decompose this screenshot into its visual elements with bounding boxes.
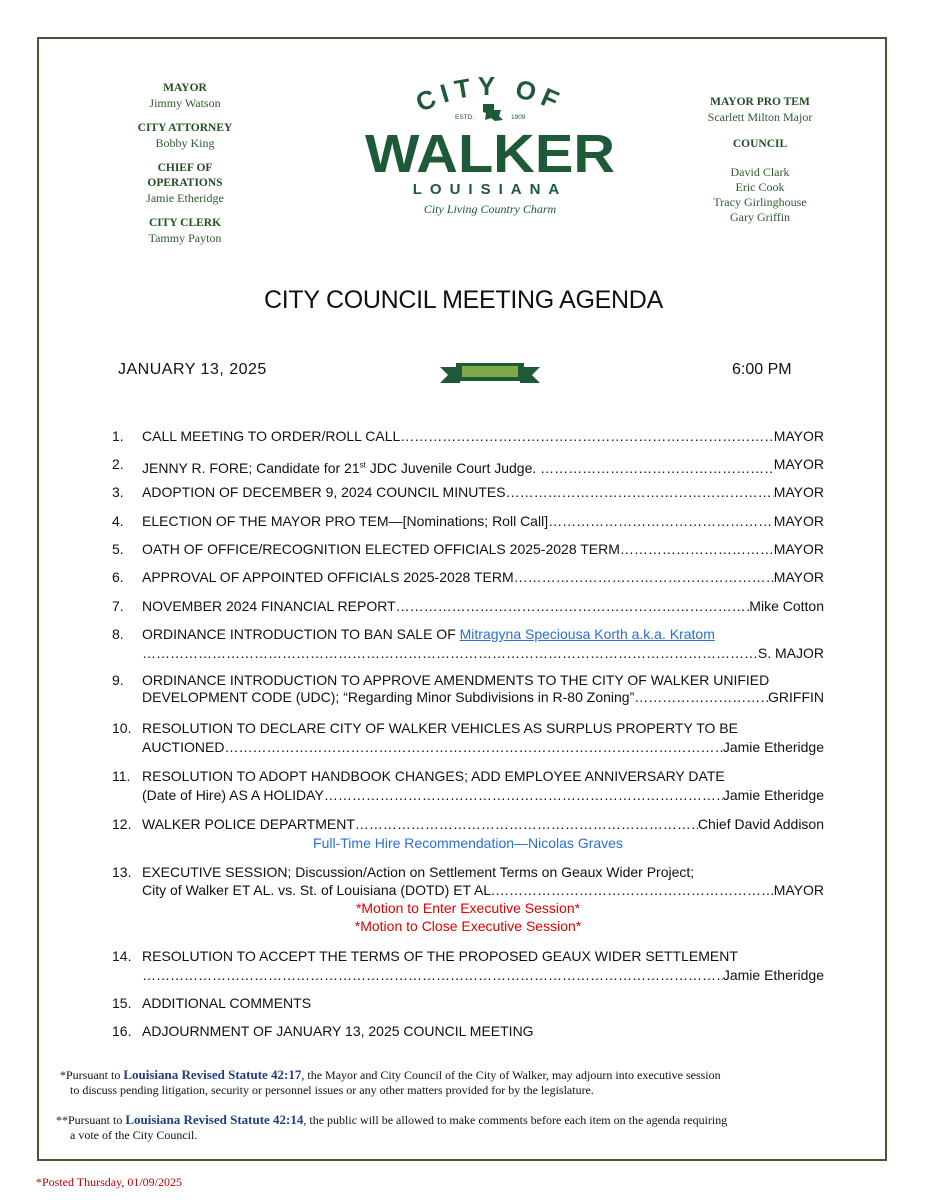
- item-text: CALL MEETING TO ORDER/ROLL CALL: [142, 428, 401, 444]
- council-member: Gary Griffin: [729, 210, 791, 224]
- item-number: 8.: [112, 626, 124, 642]
- council-member: Tracy Girlinghouse: [713, 195, 807, 209]
- item-text: NOVEMBER 2024 FINANCIAL REPORT: [142, 598, 396, 614]
- meeting-time: 6:00 PM: [732, 361, 792, 378]
- item-presenter: Jamie Etheridge: [722, 967, 824, 983]
- item-presenter: MAYOR: [773, 456, 824, 472]
- item-text: WALKER POLICE DEPARTMENT: [142, 816, 355, 832]
- mayor-name: Jimmy Watson: [149, 96, 221, 110]
- item-presenter: Jamie Etheridge: [722, 787, 824, 803]
- mayor-pro-tem-role: MAYOR PRO TEM: [710, 96, 810, 108]
- statute-42-14: Louisiana Revised Statute 42:14: [125, 1112, 304, 1127]
- item-number: 2.: [112, 456, 124, 472]
- page-title: CITY COUNCIL MEETING AGENDA: [264, 286, 663, 314]
- footnote-public-comments: **Pursuant to Louisiana Revised Statute 42:14, the public will be allowed to make comments before each item on the agenda requiring a vote of the City Council.: [56, 1112, 728, 1142]
- item-text: EXECUTIVE SESSION; Discussion/Action on Settlement Terms on Geaux Wider Project;: [142, 864, 695, 880]
- item-presenter: MAYOR: [773, 428, 824, 444]
- item-number: 14.: [112, 948, 132, 964]
- logo-louisiana: LOUISIANA: [412, 181, 568, 198]
- item-text-line2: AUCTIONED: [142, 739, 225, 755]
- item-number: 9.: [112, 672, 124, 688]
- item-text: ADOPTION OF DECEMBER 9, 2024 COUNCIL MINUTES: [142, 484, 506, 500]
- meeting-date: JANUARY 13, 2025: [118, 361, 267, 378]
- mayor-role: MAYOR: [163, 82, 207, 94]
- item-number: 16.: [112, 1023, 132, 1039]
- item-number: 5.: [112, 541, 124, 557]
- item-number: 3.: [112, 484, 124, 500]
- item-number: 13.: [112, 864, 132, 880]
- item-presenter: Chief David Addison: [697, 816, 824, 832]
- city-of-walker-logo: [355, 70, 625, 220]
- item-presenter: Jamie Etheridge: [722, 739, 824, 755]
- item-text: ELECTION OF THE MAYOR PRO TEM—[Nominations; Roll Call]: [142, 513, 549, 529]
- item-text: OATH OF OFFICE/RECOGNITION ELECTED OFFICIALS 2025-2028 TERM: [142, 541, 620, 557]
- ribbon-banner-icon: [440, 361, 540, 387]
- city-clerk-role: CITY CLERK: [148, 217, 222, 229]
- item-text: RESOLUTION TO ACCEPT THE TERMS OF THE PROPOSED GEAUX WIDER SETTLEMENT: [142, 948, 738, 964]
- chief-operations-role-2: OPERATIONS: [147, 177, 223, 189]
- item-text-line2: City of Walker ET AL. vs. St. of Louisiana (DOTD) ET AL.: [142, 882, 495, 898]
- logo-estd: ESTD.: [455, 114, 475, 121]
- chief-operations-role-1: CHIEF OF: [157, 162, 213, 174]
- item-presenter: MAYOR: [773, 541, 824, 557]
- mayor-pro-tem-name: Scarlett Milton Major: [707, 110, 813, 124]
- council-member: David Clark: [730, 165, 790, 179]
- motion-close-session: *Motion to Close Executive Session*: [354, 918, 582, 934]
- item-presenter: GRIFFIN: [768, 689, 824, 705]
- kratom-link[interactable]: Mitragyna Speciousa Korth a.k.a. Kratom: [459, 626, 715, 642]
- item-text: ORDINANCE INTRODUCTION TO BAN SALE OF Mitragyna Speciousa Korth a.k.a. Kratom: [142, 626, 715, 642]
- item-text: ORDINANCE INTRODUCTION TO APPROVE AMENDMENTS TO THE CITY OF WALKER UNIFIED: [142, 672, 770, 688]
- item-number: 7.: [112, 598, 124, 614]
- item-text: APPROVAL OF APPOINTED OFFICIALS 2025-2028 TERM: [142, 569, 514, 585]
- logo-city-of: CITY OF: [411, 70, 569, 118]
- item-presenter: MAYOR: [773, 569, 824, 585]
- item-presenter: Mike Cotton: [749, 598, 824, 614]
- item-number: 10.: [112, 720, 132, 736]
- item-text: JENNY R. FORE; Candidate for 21st JDC Juvenile Court Judge.: [142, 459, 541, 476]
- officials-left: [115, 81, 255, 256]
- item-text: ADJOURNMENT OF JANUARY 13, 2025 COUNCIL MEETING: [142, 1023, 534, 1039]
- item-number: 1.: [112, 428, 124, 444]
- council-member: Eric Cook: [735, 180, 785, 194]
- item-presenter: MAYOR: [773, 484, 824, 500]
- item-number: 11.: [112, 768, 131, 784]
- posted-date: *Posted Thursday, 01/09/2025: [36, 1175, 182, 1189]
- louisiana-state-icon: [483, 104, 503, 121]
- chief-operations-name: Jamie Etheridge: [146, 191, 224, 205]
- item-text-line2: (Date of Hire) AS A HOLIDAY: [142, 787, 324, 803]
- logo-walker: WALKER: [365, 124, 615, 184]
- item-presenter: S. MAJOR: [757, 645, 824, 661]
- footnote-executive-session: *Pursuant to Louisiana Revised Statute 42:17, the Mayor and City Council of the City of Walker, may adjourn into executive session to discuss pending litigation, security or personnel issues or any other matters provided for by the legislature.: [60, 1067, 721, 1097]
- item-number: 6.: [112, 569, 124, 585]
- item-presenter: MAYOR: [773, 882, 824, 898]
- statute-42-17: Louisiana Revised Statute 42:17: [123, 1067, 302, 1082]
- officials-right: [690, 95, 830, 225]
- item-number: 12.: [112, 816, 132, 832]
- motion-enter-session: *Motion to Enter Executive Session*: [355, 900, 581, 916]
- item-number: 4.: [112, 513, 124, 529]
- city-attorney-role: CITY ATTORNEY: [137, 122, 233, 134]
- item-text-line2: DEVELOPMENT CODE (UDC); “Regarding Minor Subdivisions in R-80 Zoning”: [142, 689, 635, 705]
- item-text: RESOLUTION TO ADOPT HANDBOOK CHANGES; ADD EMPLOYEE ANNIVERSARY DATE: [142, 768, 725, 784]
- city-attorney-name: Bobby King: [155, 136, 215, 150]
- item-presenter: MAYOR: [773, 513, 824, 529]
- police-hire-note: Full-Time Hire Recommendation—Nicolas Graves: [313, 835, 623, 851]
- logo-year: 1909: [511, 114, 526, 121]
- logo-tagline: City Living Country Charm: [423, 202, 557, 216]
- council-role: COUNCIL: [732, 138, 788, 150]
- item-text: RESOLUTION TO DECLARE CITY OF WALKER VEHICLES AS SURPLUS PROPERTY TO BE: [142, 720, 738, 736]
- item-number: 15.: [112, 995, 132, 1011]
- city-clerk-name: Tammy Payton: [148, 231, 222, 245]
- item-text: ADDITIONAL COMMENTS: [142, 995, 312, 1011]
